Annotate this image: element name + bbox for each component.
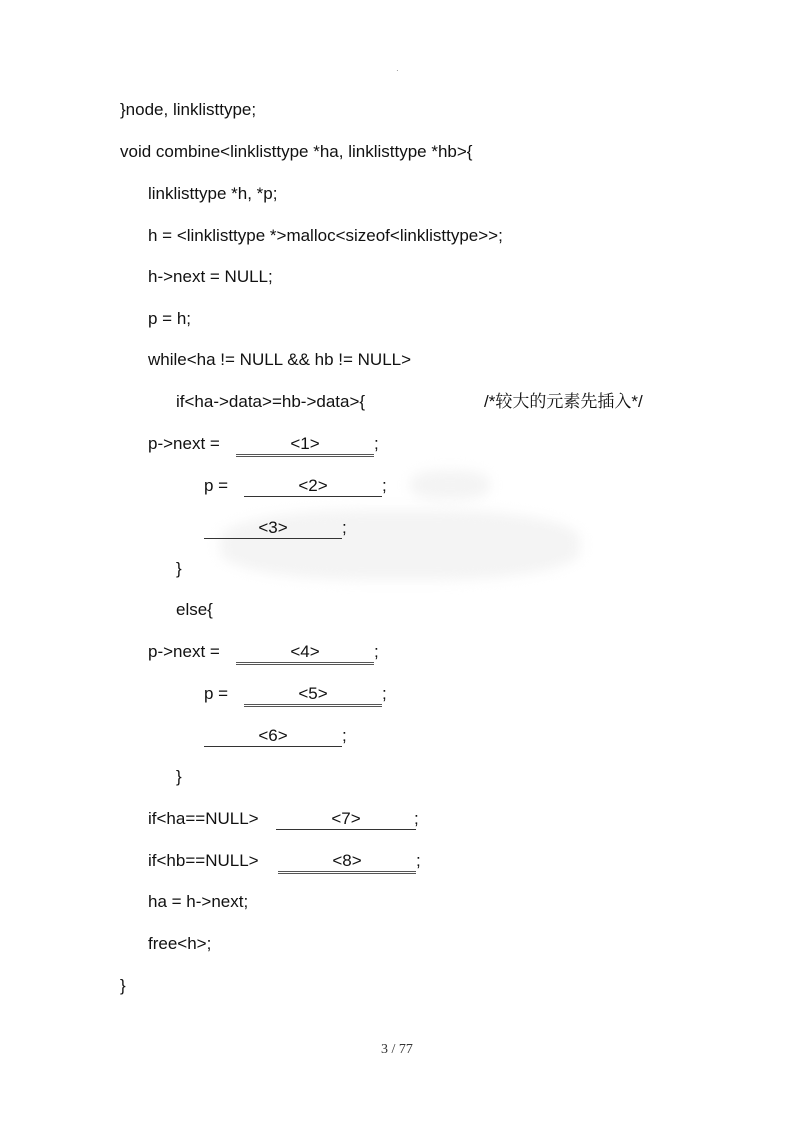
code-line-malloc: h = <linklisttype *>malloc<sizeof<linklisttype>>; <box>148 226 503 245</box>
semicolon: ; <box>374 434 379 453</box>
answer-blank-3[interactable]: <3> <box>204 518 342 539</box>
answer-blank-6[interactable]: <6> <box>204 726 342 747</box>
code-line-close-else: } <box>176 767 182 786</box>
code-comment: /*较大的元素先插入*/ <box>484 392 643 411</box>
semicolon: ; <box>342 518 347 537</box>
code-line-if-ha-null: if<ha==NULL> <box>148 809 259 828</box>
semicolon: ; <box>416 851 421 870</box>
code-line-function: void combine<linklisttype *ha, linklisttype *hb>{ <box>120 142 473 161</box>
code-line-if: if<ha->data>=hb->data>{ <box>176 392 366 411</box>
answer-blank-4[interactable]: <4> <box>236 642 374 665</box>
code-line-p-next-1: p->next = <box>148 434 220 453</box>
code-line-hnext: h->next = NULL; <box>148 267 273 286</box>
answer-blank-7[interactable]: <7> <box>276 809 416 830</box>
answer-blank-5[interactable]: <5> <box>244 684 382 707</box>
code-line-node: }node, linklisttype; <box>120 100 257 119</box>
code-line-else: else{ <box>176 600 213 619</box>
answer-blank-2[interactable]: <2> <box>244 476 382 497</box>
code-line-while: while<ha != NULL && hb != NULL> <box>148 350 412 369</box>
code-line-declaration: linklisttype *h, *p; <box>148 184 278 203</box>
scan-smudge <box>410 470 490 500</box>
semicolon: ; <box>414 809 419 828</box>
page-number: 3 / 77 <box>381 1042 413 1057</box>
code-line-p-eq-2: p = <box>204 476 229 495</box>
semicolon: ; <box>342 726 347 745</box>
code-line-close-if: } <box>176 559 182 578</box>
code-line-free: free<h>; <box>148 934 212 953</box>
answer-blank-1[interactable]: <1> <box>236 434 374 457</box>
answer-blank-8[interactable]: <8> <box>278 851 416 874</box>
code-line-p-next-4: p->next = <box>148 642 220 661</box>
semicolon: ; <box>382 684 387 703</box>
code-line-if-hb-null: if<hb==NULL> <box>148 851 259 870</box>
code-line-close-function: } <box>120 976 126 995</box>
semicolon: ; <box>374 642 379 661</box>
header-mark: · <box>396 66 399 75</box>
code-line-p-eq-h: p = h; <box>148 309 192 328</box>
code-line-p-eq-5: p = <box>204 684 229 703</box>
semicolon: ; <box>382 476 387 495</box>
code-line-ha-assign: ha = h->next; <box>148 892 249 911</box>
